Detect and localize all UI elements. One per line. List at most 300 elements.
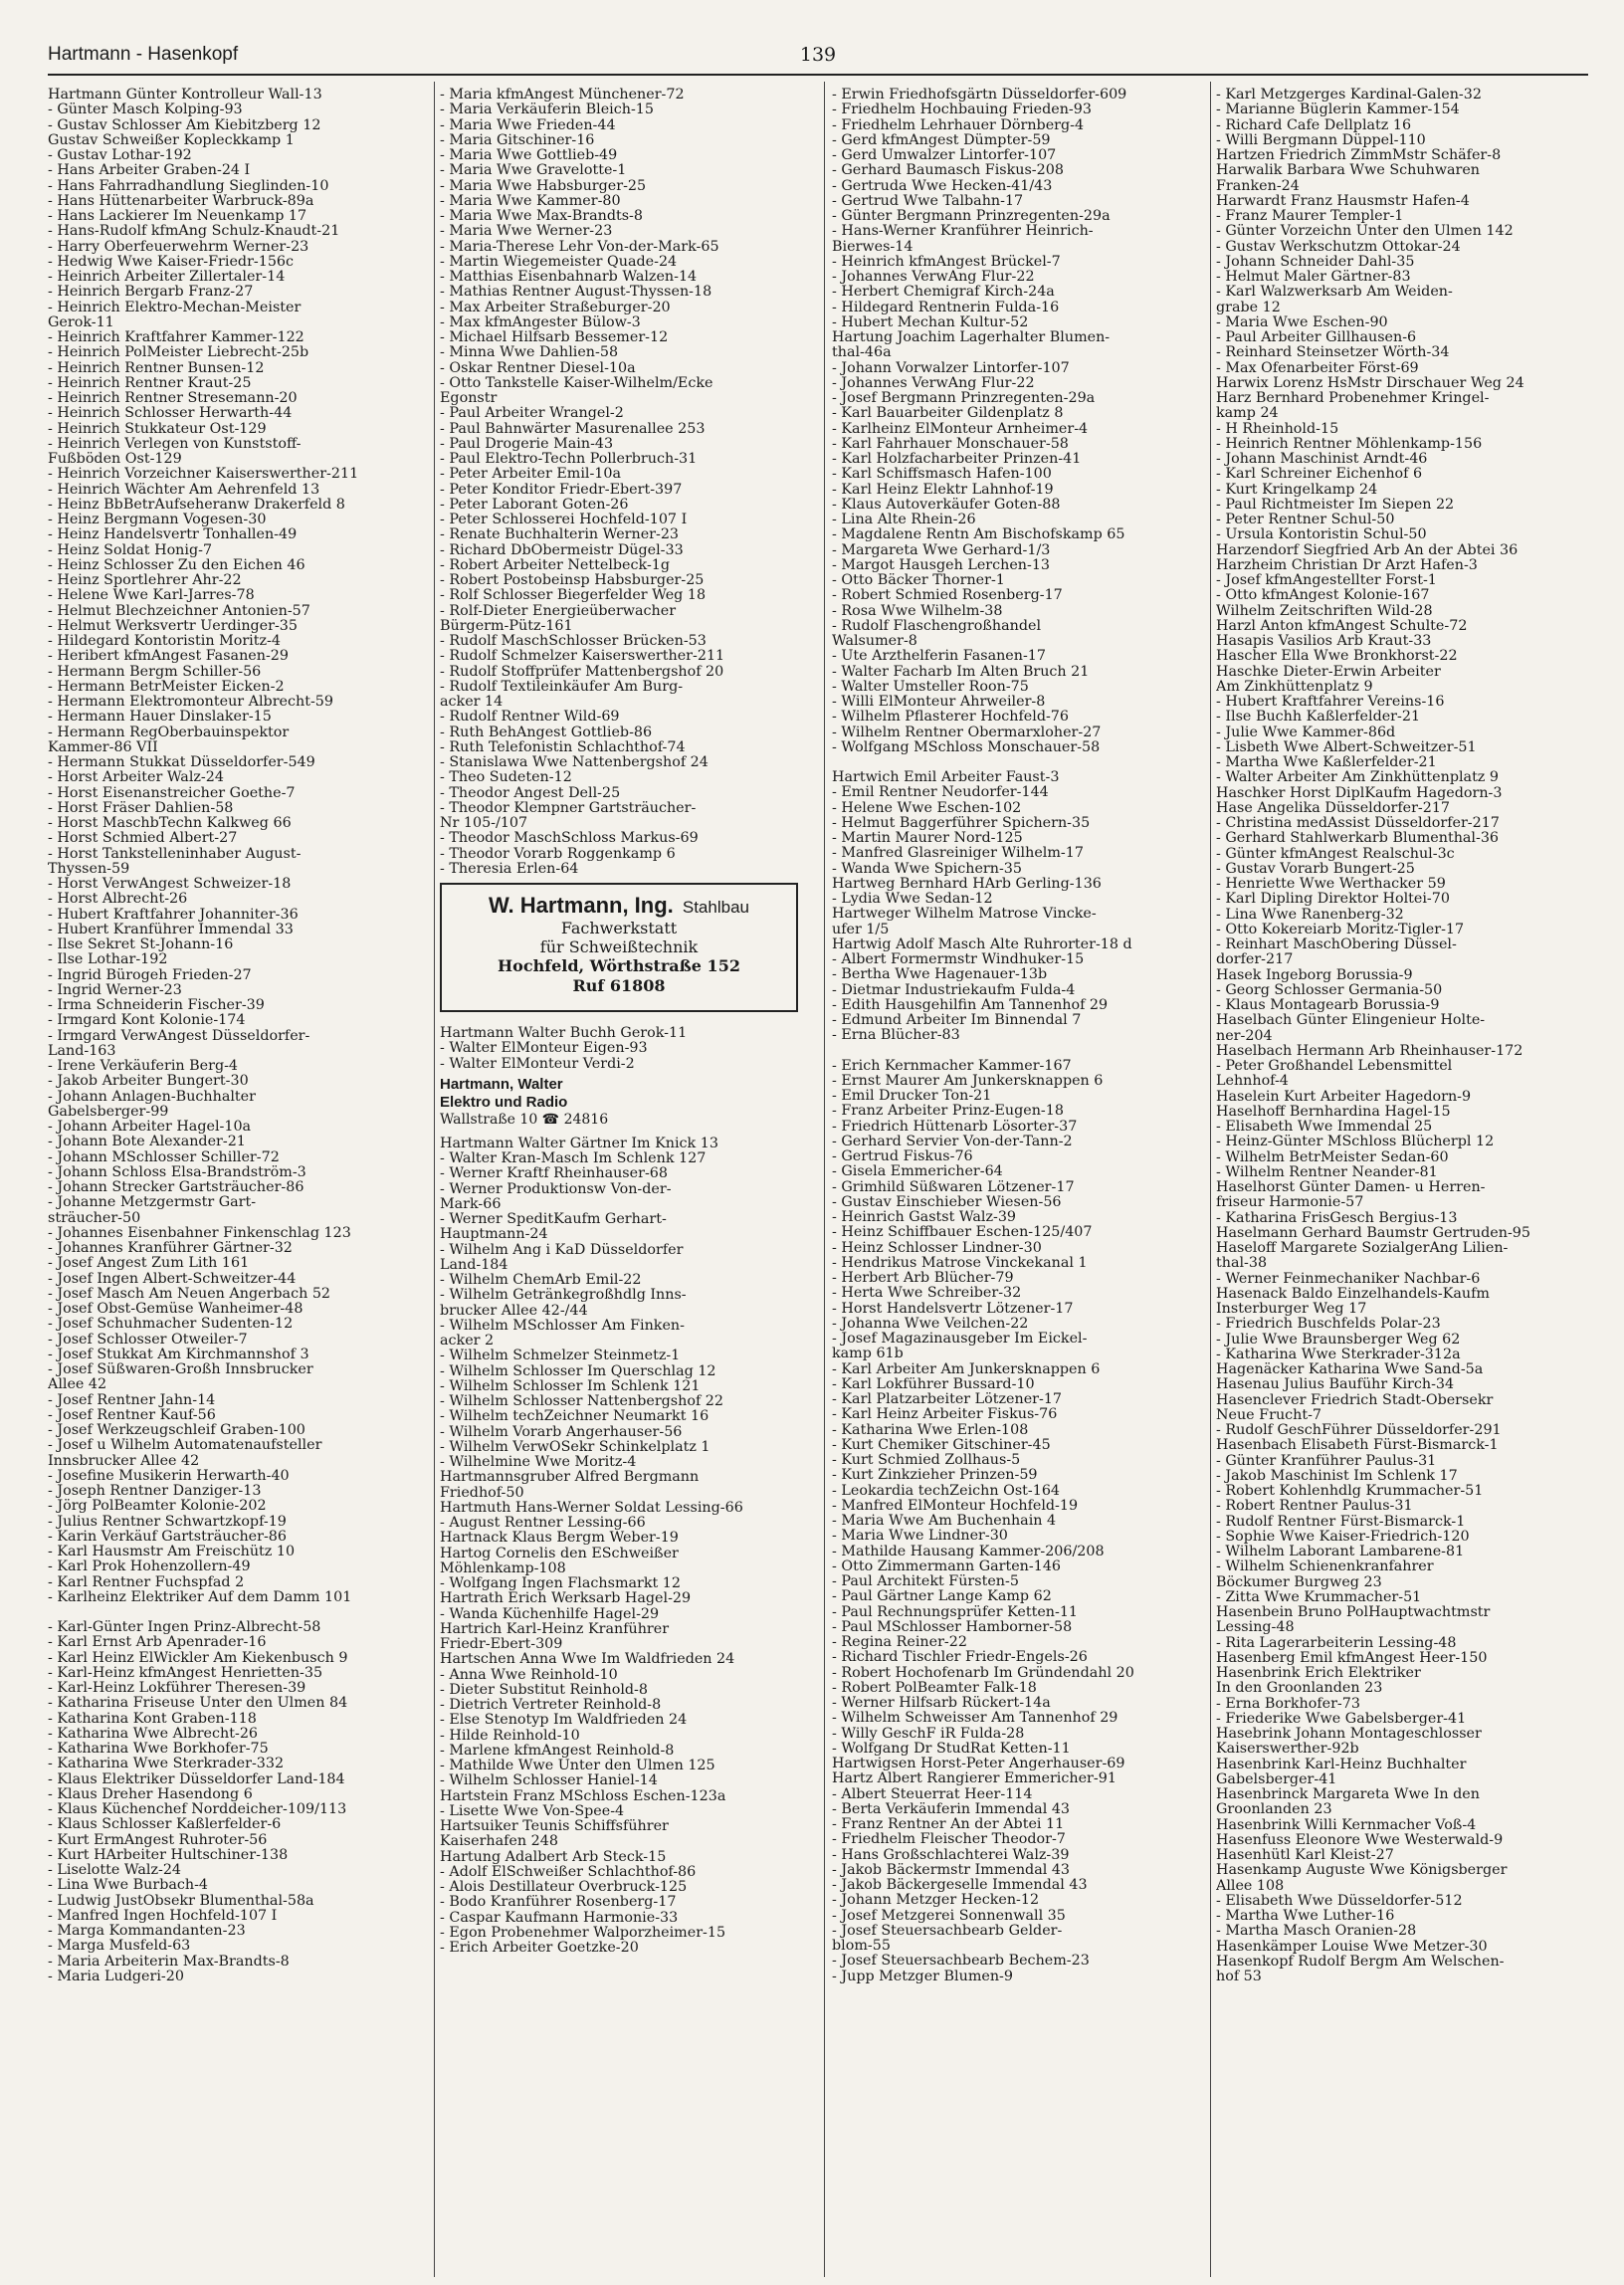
entry-gap [832,755,1204,770]
directory-entry: Franken-24 [1216,177,1300,194]
directory-entry: Hasenbrinck Margareta Wwe In den [1216,1786,1480,1802]
directory-entry: Hasenkamp Auguste Wwe Königsberger [1216,1862,1508,1879]
directory-entry: - Karl Dipling Direktor Holtei-70 [1216,891,1450,908]
directory-entry: - Maria Wwe Eschen-90 [1216,313,1388,330]
directory-entry: Hartweg Bernhard HArb Gerling-136 [832,875,1102,892]
column-divider [824,82,825,2277]
directory-entry: Hasenbrink Karl-Heinz Buchhalter [1216,1756,1467,1772]
directory-entry: Hartweger Wilhelm Matrose Vincke- [832,906,1097,923]
directory-entry: - Horst VerwAngest Schweizer-18 [48,876,292,892]
directory-entry: - Maria Wwe Frieden-44 [440,116,616,133]
directory-entry: - Heinz Schiffbauer Eschen-125/407 [832,1224,1093,1241]
directory-entry: - Johann MSchlosser Schiller-72 [48,1148,280,1165]
directory-entry: - Hilde Reinhold-10 [440,1727,580,1744]
directory-column-2 [440,88,812,2277]
directory-entry: - Egon Probenehmer Walporzheimer-15 [440,1924,726,1941]
stahlbau-advertisement [440,883,798,1012]
directory-entry: - Paul Rechnungsprüfer Ketten-11 [832,1603,1079,1620]
directory-entry: - Paul Bahnwärter Masurenallee 253 [440,420,706,437]
directory-entry: - Johanne Metzgermstr Gart- [48,1194,257,1211]
directory-entry: Möhlenkamp-108 [440,1559,566,1576]
directory-entry: Hartwigsen Horst-Peter Angerhauser-69 [832,1756,1125,1771]
directory-entry: Hauptmann-24 [440,1226,548,1243]
directory-entry: - Wilhelm Rentner Obermarxloher-27 [832,724,1102,740]
directory-entry: - Martin Wiegemeister Quade-24 [440,253,678,270]
directory-entry: - Willi ElMonteur Ahrweiler-8 [832,694,1046,710]
directory-entry: - Katharina Wwe Borkhofer-75 [48,1741,269,1757]
directory-entry: - Otto kfmAngest Kolonie-167 [1216,587,1430,604]
directory-entry: - Theodor Klempner Gartsträucher- [440,799,697,816]
directory-entry: - Helmut Blechzeichner Antonien-57 [48,602,310,619]
directory-entry: Hartschen Anna Wwe Im Waldfrieden 24 [440,1651,735,1668]
directory-entry: - Horst Albrecht-26 [48,891,188,908]
directory-entry: - Otto Kokereiarb Moritz-Tigler-17 [1216,921,1465,937]
directory-entry: - Willy GeschF iR Fulda-28 [832,1725,1025,1742]
directory-entry: - Jakob Maschinist Im Schlenk 17 [1216,1467,1458,1484]
directory-entry: - Heinrich Bergarb Franz-27 [48,284,254,301]
directory-entry: - Karl Rentner Fuchspfad 2 [48,1573,245,1590]
directory-entry: - Ingrid Werner-23 [48,981,182,998]
directory-entry: - Karlheinz Elektriker Auf dem Damm 101 [48,1588,352,1605]
directory-entry: Hartung Joachim Lagerhalter Blumen- [832,329,1111,345]
directory-entry: - Karl Metzgerges Kardinal-Galen-32 [1216,88,1482,103]
directory-entry: Hasebrink Johann Montageschlosser [1216,1726,1482,1742]
directory-entry: - Bertha Wwe Hagenauer-13b [832,966,1048,983]
directory-entry: - Helmut Baggerführer Spichern-35 [832,814,1091,831]
directory-entry: - Bodo Kranführer Rosenberg-17 [440,1894,677,1911]
directory-entry: - Katharina Wwe Sterkrader-332 [48,1756,285,1772]
directory-entry: - Werner Feinmechaniker Nachbar-6 [1216,1270,1481,1287]
directory-entry: - Karl Holzfacharbeiter Prinzen-41 [832,451,1082,467]
ad-phone: Ruf 61808 [572,976,666,995]
directory-entry: - Marga Musfeld-63 [48,1938,191,1955]
directory-entry: - Gertrud Wwe Talbahn-17 [832,192,1024,209]
directory-entry: - Martin Maurer Nord-125 [832,830,1023,846]
directory-entry: - Edmund Arbeiter Im Binnendal 7 [832,1012,1082,1028]
directory-entry: - Peter Rentner Schul-50 [1216,512,1395,527]
directory-entry: - Peter Großhandel Lebensmittel [1216,1058,1453,1074]
directory-entry: sträucher-50 [48,1209,141,1226]
directory-entry: - Katharina Friseuse Unter den Ulmen 84 [48,1695,348,1712]
directory-entry: - Heinrich Arbeiter Zillertaler-14 [48,269,286,285]
directory-entry: - Peter Schlosserei Hochfeld-107 I [440,512,688,527]
directory-entry: - Theo Sudeten-12 [440,769,572,786]
directory-entry: - Heinrich Vorzeichner Kaiserswerther-211 [48,466,359,483]
directory-entry: - Richard Cafe Dellplatz 16 [1216,116,1412,133]
ad-address: Hochfeld, Wörthstraße 152 [498,956,740,975]
directory-entry: Hasenhütl Karl Kleist-27 [1216,1847,1394,1863]
directory-entry: Hagenäcker Katharina Wwe Sand-5a [1216,1361,1484,1377]
directory-entry: - Lina Wwe Ranenberg-32 [1216,906,1404,923]
directory-entry: - Heinrich PolMeister Liebrecht-25b [48,344,309,361]
directory-entry: - Manfred Glasreiniger Wilhelm-17 [832,845,1084,862]
directory-entry: - Hermann Bergm Schiller-56 [48,663,262,680]
directory-entry: Kaiserswerther-92b [1216,1741,1359,1758]
elektro-advertisement [440,1076,812,1129]
directory-entry: - Johannes Eisenbahner Finkenschlag 123 [48,1224,351,1241]
directory-entry: Hartstein Franz MSchloss Eschen-123a [440,1787,726,1804]
directory-entry: - Lina Wwe Burbach-4 [48,1877,209,1894]
directory-entry: - Walter Umsteller Roon-75 [832,678,1029,695]
directory-entry: - Heinz Soldat Honig-7 [48,541,213,558]
directory-entry: Hase Angelika Düsseldorfer-217 [1216,799,1451,816]
directory-entry: Wilhelm Zeitschriften Wild-28 [1216,602,1433,619]
directory-entry: - Heinz BbBetrAufseheranw Drakerfeld 8 [48,496,345,513]
directory-entry: - Wilhelm Schlosser Nattenbergshof 22 [440,1393,723,1409]
directory-entry: - Johann Arbeiter Hagel-10a [48,1119,252,1135]
directory-entry: - Rudolf Textileinkäufer Am Burg- [440,678,684,695]
column-divider [1210,82,1211,2277]
directory-entry: kamp 24 [1216,405,1279,422]
directory-entry: Hartnack Klaus Bergm Weber-19 [440,1530,679,1547]
directory-entry: - Josef Obst-Gemüse Wanheimer-48 [48,1301,304,1317]
directory-entry: - Ruth BehAngest Gottlieb-86 [440,724,653,740]
directory-entry: - Karlheinz ElMonteur Arnheimer-4 [832,420,1089,437]
directory-entry: Hasapis Vasilios Arb Kraut-33 [1216,633,1432,649]
directory-entry: - Klaus Autoverkäufer Goten-88 [832,496,1061,513]
directory-entry: Neue Frucht-7 [1216,1406,1322,1423]
directory-entry: - Karl Arbeiter Am Junkersknappen 6 [832,1360,1101,1377]
directory-entry: - Anna Wwe Reinhold-10 [440,1666,618,1683]
directory-entry: - Kurt HArbeiter Hultschiner-138 [48,1846,289,1863]
directory-entry: Harwalik Barbara Wwe Schuhwaren [1216,162,1481,179]
directory-entry: - Franz Rentner An der Abtei 11 [832,1816,1065,1832]
directory-entry: - Robert Kohlenhdlg Krummacher-51 [1216,1483,1484,1499]
directory-entry: - Jakob Bäckergeselle Immendal 43 [832,1877,1088,1893]
directory-entry: - Dietmar Industriekaufm Fulda-4 [832,981,1076,998]
entry-gap [832,1044,1204,1059]
directory-entry: - Theresia Erlen-64 [440,860,579,877]
directory-entry: - Heinrich Stukkateur Ost-129 [48,420,267,437]
directory-entry: Harwix Lorenz HsMstr Dirschauer Weg 24 [1216,374,1524,391]
directory-entry: - Stanislawa Wwe Nattenbergshof 24 [440,754,709,770]
directory-entry: - Hubert Kraftfahrer Vereins-16 [1216,694,1445,710]
directory-entry: - Peter Arbeiter Emil-10a [440,466,622,483]
directory-entry: - Katharina FrisGesch Bergius-13 [1216,1209,1458,1226]
directory-entry: - Julius Rentner Schwartzkopf-19 [48,1513,287,1530]
directory-entry: Haselbach Hermann Arb Rheinhauser-172 [1216,1042,1523,1059]
ad-line: für Schweißtechnik [539,937,699,956]
directory-entry: - Josef Angest Zum Lith 161 [48,1255,250,1272]
directory-entry: - Hans-Rudolf kfmAng Schulz-Knaudt-21 [48,223,340,240]
directory-entry: - Wilhelm VerwOSekr Schinkelplatz 1 [440,1438,710,1455]
directory-entry: - Hans-Werner Kranführer Heinrich- [832,223,1094,240]
directory-entry: - Hildegard Kontoristin Moritz-4 [48,633,281,649]
directory-entry: - Margareta Wwe Gerhard-1/3 [832,541,1051,558]
directory-entry: Gerok-11 [48,313,114,330]
directory-entry: - Klaus Montagearb Borussia-9 [1216,997,1440,1013]
directory-entry: Haselbach Günter Elingenieur Holte- [1216,1012,1486,1029]
directory-entry: - Karin Verkäuf Gartsträucher-86 [48,1528,287,1545]
directory-entry: - Werner Produktionsw Von-der- [440,1180,672,1197]
directory-entry: - Herbert Arb Blücher-79 [832,1270,1014,1286]
directory-entry: - Irma Schneiderin Fischer-39 [48,997,265,1013]
directory-entry: - Emil Drucker Ton-21 [832,1088,992,1104]
directory-entry: Friedr-Ebert-309 [440,1636,563,1652]
directory-entry: - Peter Konditor Friedr-Ebert-397 [440,481,683,498]
directory-entry: - Theodor Vorarb Roggenkamp 6 [440,845,676,862]
directory-entry: - Hans Großschlachterei Walz-39 [832,1846,1070,1863]
directory-entry: - Matthias Eisenbahnarb Walzen-14 [440,269,698,285]
directory-entry: - Rudolf Rentner Fürst-Bismarck-1 [1216,1513,1466,1530]
directory-entry: - Josef Steuersachbearb Gelder- [832,1922,1063,1939]
directory-entry: - Gustav Vorarb Bungert-25 [1216,860,1415,877]
directory-entry: - Josef Steuersachbearb Bechem-23 [832,1953,1090,1970]
directory-entry: Hartrich Karl-Heinz Kranführer [440,1620,670,1637]
running-head: Hartmann - Hasenkopf [48,44,239,65]
directory-entry: - Erwin Friedhofsgärtn Düsseldorfer-609 [832,88,1127,103]
directory-entry: kamp 61b [832,1346,904,1362]
directory-entry: Haselein Kurt Arbeiter Hagedorn-9 [1216,1088,1472,1105]
directory-entry: grabe 12 [1216,299,1281,315]
directory-entry: Hasenkämper Louise Wwe Metzer-30 [1216,1938,1488,1955]
directory-entry: - Maria Ludgeri-20 [48,1968,184,1984]
directory-entry: - Jakob Arbeiter Bungert-30 [48,1073,249,1090]
directory-entry: - Wilhelm Schmelzer Steinmetz-1 [440,1348,681,1364]
directory-entry: - Gerd Umwalzer Lintorfer-107 [832,147,1057,163]
directory-entry: - Gustav Einschieber Wiesen-56 [832,1193,1062,1210]
directory-entry: - Heinrich Kraftfahrer Kammer-122 [48,329,304,345]
directory-entry: - Richard DbObermeistr Dügel-33 [440,541,684,558]
directory-entry: - Mathilde Hausang Kammer-206/208 [832,1543,1105,1559]
directory-entry: - Hildegard Rentnerin Fulda-16 [832,299,1060,315]
directory-entry: Hasenberg Emil kfmAngest Heer-150 [1216,1649,1488,1666]
directory-entry: - Rosa Wwe Wilhelm-38 [832,602,1003,619]
directory-entry: - Albert Formermstr Windhuker-15 [832,951,1085,967]
directory-entry: - Karl Heinz Elektr Lahnhof-19 [832,481,1054,498]
directory-entry: Hasenau Julius Bauführ Kirch-34 [1216,1376,1455,1393]
directory-entry: - Karl Fahrhauer Monschauer-58 [832,435,1069,452]
directory-entry: - Günter Masch Kolping-93 [48,102,243,118]
directory-entry: - H Rheinhold-15 [1216,420,1339,437]
directory-entry: - Herta Wwe Schreiber-32 [832,1285,1022,1302]
directory-entry: Hasenbrink Erich Elektriker [1216,1665,1421,1681]
directory-entry: - Rudolf Rentner Wild-69 [440,709,620,726]
directory-entry: - Lina Alte Rhein-26 [832,512,976,527]
column-divider [434,82,435,2277]
directory-entry: - Alois Destillateur Overbruck-125 [440,1879,688,1895]
directory-entry: - Josef Rentner Kauf-56 [48,1406,216,1423]
directory-entry: - Theodor MaschSchloss Markus-69 [440,830,699,847]
directory-entry: - Johann Strecker Gartsträucher-86 [48,1179,304,1195]
directory-entry: - Willi Bergmann Düppel-110 [1216,131,1426,148]
directory-entry: - Maria Wwe Habsburger-25 [440,177,647,194]
directory-entry: - Walter Facharb Im Alten Bruch 21 [832,663,1090,680]
directory-entry: - Hubert Mechan Kultur-52 [832,313,1029,330]
directory-entry: - Karl Schreiner Eichenhof 6 [1216,466,1423,483]
directory-entry: Hasenack Baldo Einzelhandels-Kaufm [1216,1285,1490,1302]
directory-entry: - Klaus Schlosser Kaßlerfelder-6 [48,1816,282,1833]
directory-entry: - Heinz Schlosser Lindner-30 [832,1239,1042,1256]
directory-entry: - Gerd kfmAngest Dümpter-59 [832,131,1051,148]
directory-entry: - Klaus Elektriker Düsseldorfer Land-184 [48,1770,345,1787]
directory-entry: Hartmannsgruber Alfred Bergmann [440,1469,700,1486]
directory-entry: - Irmgard Kont Kolonie-174 [48,1012,246,1029]
directory-entry: Lessing-48 [1216,1619,1295,1636]
directory-entry: - Wilhelm ChemArb Emil-22 [440,1272,642,1288]
directory-entry: - Hans Arbeiter Graben-24 I [48,162,251,179]
directory-entry: Groonlanden 23 [1216,1801,1332,1818]
directory-entry: - Paul Gärtner Lange Kamp 62 [832,1588,1052,1605]
directory-entry: - Hans Hüttenarbeiter Warbruck-89a [48,192,314,209]
directory-entry: - Wilhelm Laborant Lambarene-81 [1216,1544,1465,1559]
directory-entry: - Heinrich Gastst Walz-39 [832,1209,1017,1225]
directory-entry: - Robert Arbeiter Nettelbeck-1g [440,556,671,573]
ad-business: Elektro und Radio [440,1093,568,1111]
directory-entry: - Wanda Küchenhilfe Hagel-29 [440,1605,660,1622]
directory-entry: - Adolf ElSchweißer Schlachthof-86 [440,1863,697,1880]
directory-entry: - Michael Hilfsarb Bessemer-12 [440,329,669,345]
directory-entry: - Heinrich Rentner Bunsen-12 [48,359,265,376]
directory-entry: - Gustav Schlosser Am Kiebitzberg 12 [48,116,321,133]
directory-entry: Haschker Horst DiplKaufm Hagedorn-3 [1216,784,1503,801]
directory-entry: - Gisela Emmericher-64 [832,1163,1003,1180]
directory-entry: - Karl-Heinz kfmAngest Henrietten-35 [48,1664,323,1681]
directory-entry: blom-55 [832,1938,891,1954]
directory-entry: - Sophie Wwe Kaiser-Friedrich-120 [1216,1528,1470,1545]
directory-entry: - Kurt Chemiker Gitschiner-45 [832,1436,1051,1453]
directory-entry: - Walter Kran-Masch Im Schlenk 127 [440,1150,707,1166]
directory-entry: Lehnhof-4 [1216,1073,1289,1090]
directory-entry: - Erich Kernmacher Kammer-167 [832,1057,1072,1074]
directory-entry: - Robert Hochofenarb Im Gründendahl 20 [832,1664,1134,1681]
directory-entry: - Caspar Kaufmann Harmonie-33 [440,1909,679,1926]
directory-entry: - Maria Verkäuferin Bleich-15 [440,102,654,118]
directory-entry: - Karl Walzwerksarb Am Weiden- [1216,284,1453,301]
directory-entry: - Hubert Kranführer Immendal 33 [48,921,294,937]
directory-entry: - Ursula Kontoristin Schul-50 [1216,526,1427,543]
directory-entry: Harwardt Franz Hausmstr Hafen-4 [1216,192,1470,209]
directory-entry: - Elisabeth Wwe Immendal 25 [1216,1119,1433,1135]
directory-entry: - Friedhelm Hochbauing Frieden-93 [832,102,1092,118]
directory-entry: - Werner SpeditKaufm Gerhart- [440,1211,667,1227]
directory-entry: Egonstr [440,390,498,406]
directory-entry: - Jakob Bäckermstr Immendal 43 [832,1861,1071,1878]
directory-entry: - Werner Hilfsarb Rückert-14a [832,1695,1051,1711]
directory-entry: - Friedrich Buschfelds Polar-23 [1216,1316,1441,1333]
directory-entry: - Robert Rentner Paulus-31 [1216,1498,1413,1515]
directory-entry: - Ilse Sekret St-Johann-16 [48,936,234,952]
directory-entry: Hartwig Adolf Masch Alte Ruhrorter-18 d [832,935,1132,952]
directory-entry: - Hermann BetrMeister Eicken-2 [48,678,285,695]
directory-entry: - Karl Heinz ElWickler Am Kiekenbusch 9 [48,1649,348,1666]
directory-entry: - Rudolf Schmelzer Kaiserswerther-211 [440,648,725,665]
directory-entry: - Heinrich Rentner Kraut-25 [48,374,252,391]
directory-entry: Thyssen-59 [48,860,130,877]
directory-entry: - Grimhild Süßwaren Lötzener-17 [832,1178,1075,1195]
directory-entry: - Walter ElMonteur Eigen-93 [440,1040,648,1057]
directory-entry: - Karl Ernst Arb Apenrader-16 [48,1634,267,1651]
directory-entry: - Wilhelmine Wwe Moritz-4 [440,1454,637,1470]
directory-entry: - Johann Schloss Elsa-Brandström-3 [48,1163,306,1180]
directory-entry: friseur Harmonie-57 [1216,1194,1364,1211]
directory-entry: Haselhorst Günter Damen- u Herren- [1216,1179,1486,1195]
directory-entry: - Henriette Wwe Werthacker 59 [1216,876,1446,892]
directory-entry: - Maria Wwe Am Buchenhain 4 [832,1513,1057,1529]
directory-entry: - Emil Rentner Neudorfer-144 [832,784,1049,801]
directory-entry: - Josef kfmAngestellter Forst-1 [1216,572,1437,588]
directory-entry: - Martha Masch Oranien-28 [1216,1923,1417,1940]
directory-entry: - Josef Stukkat Am Kirchmannshof 3 [48,1346,309,1362]
directory-entry: - Rolf Schlosser Biegerfelder Weg 18 [440,587,707,604]
directory-entry: Haseloff Margarete SozialgerAng Lilien- [1216,1240,1509,1256]
directory-entry: - Christina medAssist Düsseldorfer-217 [1216,815,1500,831]
directory-entry: - Rudolf Stoffprüfer Mattenbergshof 20 [440,663,724,680]
directory-entry: - Heinrich Elektro-Mechan-Meister [48,299,302,315]
directory-entry: Land-184 [440,1256,508,1273]
directory-entry: - Max Arbeiter Straßeburger-20 [440,299,671,315]
directory-entry: - Georg Schlosser Germania-50 [1216,981,1443,998]
directory-entry: - Josef Masch Am Neuen Angerbach 52 [48,1285,331,1302]
directory-entry: Allee 42 [48,1376,107,1393]
directory-entry: Hascher Ella Wwe Bronkhorst-22 [1216,648,1458,665]
directory-entry: - Karl Platzarbeiter Lötzener-17 [832,1391,1063,1407]
directory-entry: Hartrath Erich Werksarb Hagel-29 [440,1590,692,1607]
directory-entry: - Ute Arzthelferin Fasanen-17 [832,648,1046,665]
directory-entry: - Hans Fahrradhandlung Sieglinden-10 [48,177,329,194]
directory-entry: - Wolfgang Ingen Flachsmarkt 12 [440,1575,681,1591]
directory-entry: Friedhof-50 [440,1484,524,1501]
directory-entry: - Kurt Zinkzieher Prinzen-59 [832,1467,1038,1484]
directory-entry: - Ingrid Bürogeh Frieden-27 [48,966,252,983]
directory-entry: - Heinrich Rentner Stresemann-20 [48,390,298,406]
directory-entry: - Friederike Wwe Gabelsberger-41 [1216,1710,1467,1727]
directory-entry: - Otto Zimmermann Garten-146 [832,1558,1062,1574]
directory-entry: - Liselotte Walz-24 [48,1862,182,1878]
directory-entry: - Kurt Kringelkamp 24 [1216,481,1378,498]
directory-entry: Hartsuiker Teunis Schiffsführer [440,1818,669,1834]
directory-entry: - Josef u Wilhelm Automatenaufsteller [48,1437,322,1454]
directory-entry: - Maria-Therese Lehr Von-der-Mark-65 [440,238,719,255]
directory-entry: - Gerhard Baumasch Fiskus-208 [832,162,1064,179]
directory-entry: - Ludwig JustObsekr Blumenthal-58a [48,1892,314,1909]
directory-entry: Haselhoff Bernhardina Hagel-15 [1216,1103,1451,1120]
directory-entry: Hartmann Walter Gärtner Im Knick 13 [440,1135,718,1151]
ad-name: Hartmann, Walter [440,1075,563,1093]
directory-entry: - Regina Reiner-22 [832,1634,967,1650]
directory-entry: - Wilhelm Schlosser Im Schlenk 121 [440,1377,701,1394]
directory-entry: - Hermann Hauer Dinslaker-15 [48,709,272,726]
directory-entry: - Maria Wwe Lindner-30 [832,1528,1008,1545]
directory-entry: - Gerhard Servier Von-der-Tann-2 [832,1133,1073,1149]
directory-entry: - Wolfgang Dr StudRat Ketten-11 [832,1740,1071,1757]
directory-entry: - Edith Hausgehilfin Am Tannenhof 29 [832,996,1109,1013]
directory-entry: - Kurt Schmied Zollhaus-5 [832,1452,1021,1468]
directory-entry: - Hubert Kraftfahrer Johanniter-36 [48,906,299,923]
directory-entry: Bürgerm-Pütz-161 [440,617,573,634]
directory-entry: Fußböden Ost-129 [48,451,182,467]
directory-entry: - Erna Borkhofer-73 [1216,1695,1360,1712]
directory-entry: - Wilhelm Schienenkranfahrer [1216,1558,1434,1575]
directory-entry: - Heinz Schlosser Zu den Eichen 46 [48,556,305,573]
directory-entry: Allee 108 [1216,1877,1285,1894]
directory-entry: - Paul Architekt Fürsten-5 [832,1573,1019,1589]
directory-entry: - Wilhelm Getränkegroßhdlg Inns- [440,1287,687,1304]
directory-entry: - Heinz Bergmann Vogesen-30 [48,512,267,527]
directory-entry: Haselmann Gerhard Baumstr Gertruden-95 [1216,1224,1530,1241]
directory-entry: Hartmann Walter Buchh Gerok-11 [440,1025,688,1041]
directory-entry: - Rudolf Flaschengroßhandel [832,617,1042,634]
directory-entry: - Paul Elektro-Techn Pollerbruch-31 [440,451,698,467]
directory-entry: - Ruth Telefonistin Schlachthof-74 [440,738,686,755]
directory-entry: - Josef Magazinausgeber Im Eickel- [832,1331,1088,1347]
directory-entry: - Dietrich Vertreter Reinhold-8 [440,1697,662,1713]
directory-entry: - August Rentner Lessing-66 [440,1515,646,1531]
directory-entry: - Zitta Wwe Krummacher-51 [1216,1588,1422,1605]
directory-entry: - Johannes VerwAng Flur-22 [832,374,1035,391]
directory-entry: - Max Ofenarbeiter Först-69 [1216,359,1419,376]
directory-entry: Gustav Schweißer Kopleckkamp 1 [48,131,295,148]
